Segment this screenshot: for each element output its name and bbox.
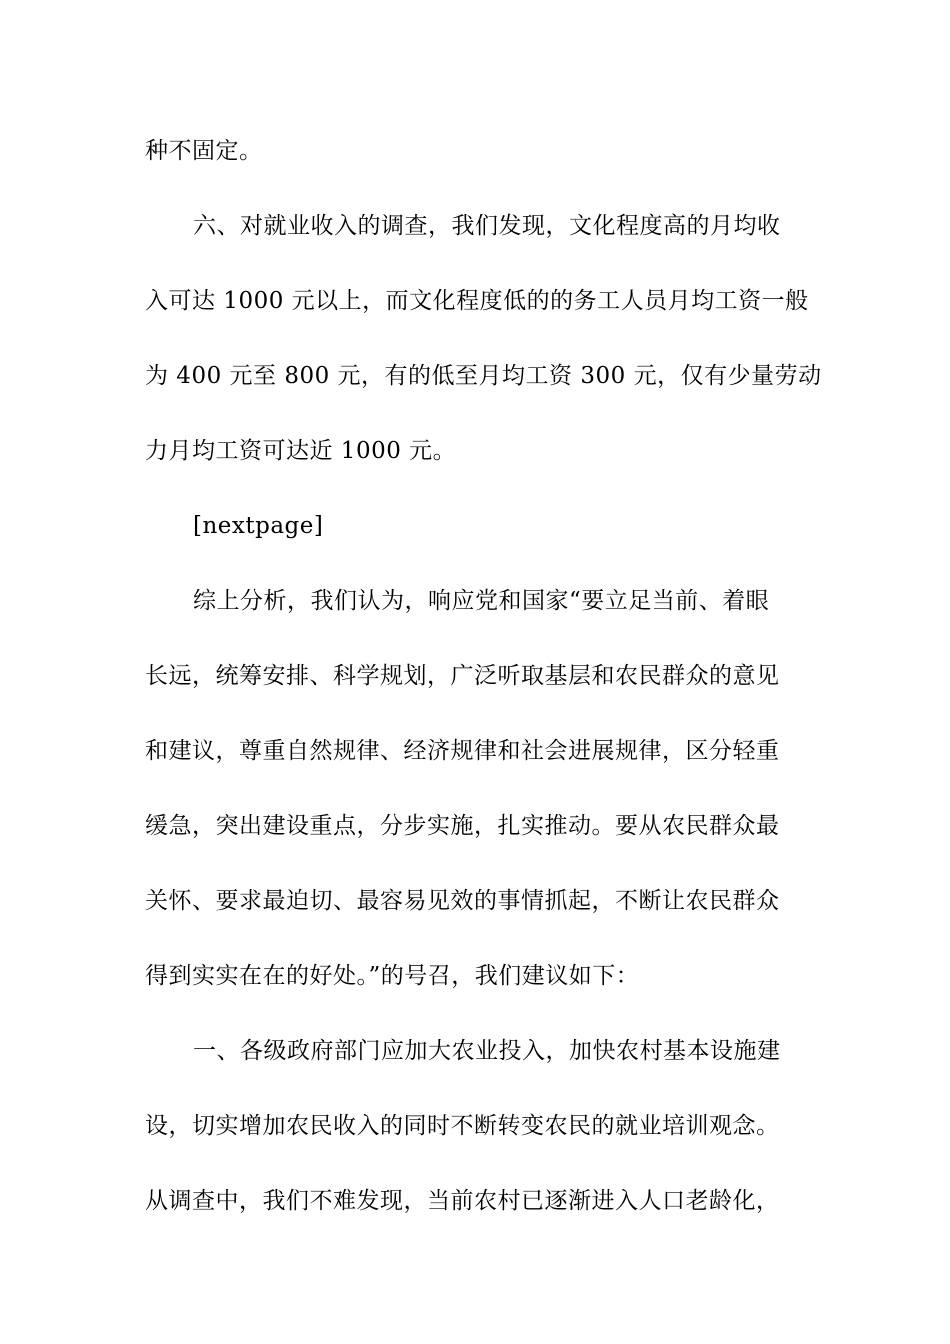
text-line: 六、对就业收入的调查，我们发现，文化程度高的月均收 xyxy=(193,213,781,239)
text-line: 得到实实在在的好处。”的号召，我们建议如下： xyxy=(145,963,640,989)
text-line: 为 400 元至 800 元，有的低至月均工资 300 元，仅有少量劳动 xyxy=(145,363,822,389)
text-line: 设，切实增加农民收入的同时不断转变农民的就业培训观念。 xyxy=(145,1113,780,1139)
text-line: 和建议，尊重自然规律、经济规律和社会进展规律，区分轻重 xyxy=(145,738,780,764)
text-line: 种不固定。 xyxy=(145,138,263,164)
text-line: 一、各级政府部门应加大农业投入，加快农村基本设施建 xyxy=(193,1038,781,1064)
text-line: 力月均工资可达近 1000 元。 xyxy=(145,438,457,464)
text-line: 入可达 1000 元以上，而文化程度低的的务工人员月均工资一般 xyxy=(145,288,809,314)
text-line: 长远，统筹安排、科学规划，广泛听取基层和农民群众的意见 xyxy=(145,663,780,689)
text-line: 综上分析，我们认为，响应党和国家“要立足当前、着眼 xyxy=(193,588,770,614)
page-break-marker: [nextpage] xyxy=(193,513,324,539)
text-line: 从调查中，我们不难发现，当前农村已逐渐进入人口老龄化， xyxy=(145,1188,780,1214)
text-line: 缓急，突出建设重点，分步实施，扎实推动。要从农民群众最 xyxy=(145,813,780,839)
text-line: 关怀、要求最迫切、最容易见效的事情抓起，不断让农民群众 xyxy=(145,888,780,914)
